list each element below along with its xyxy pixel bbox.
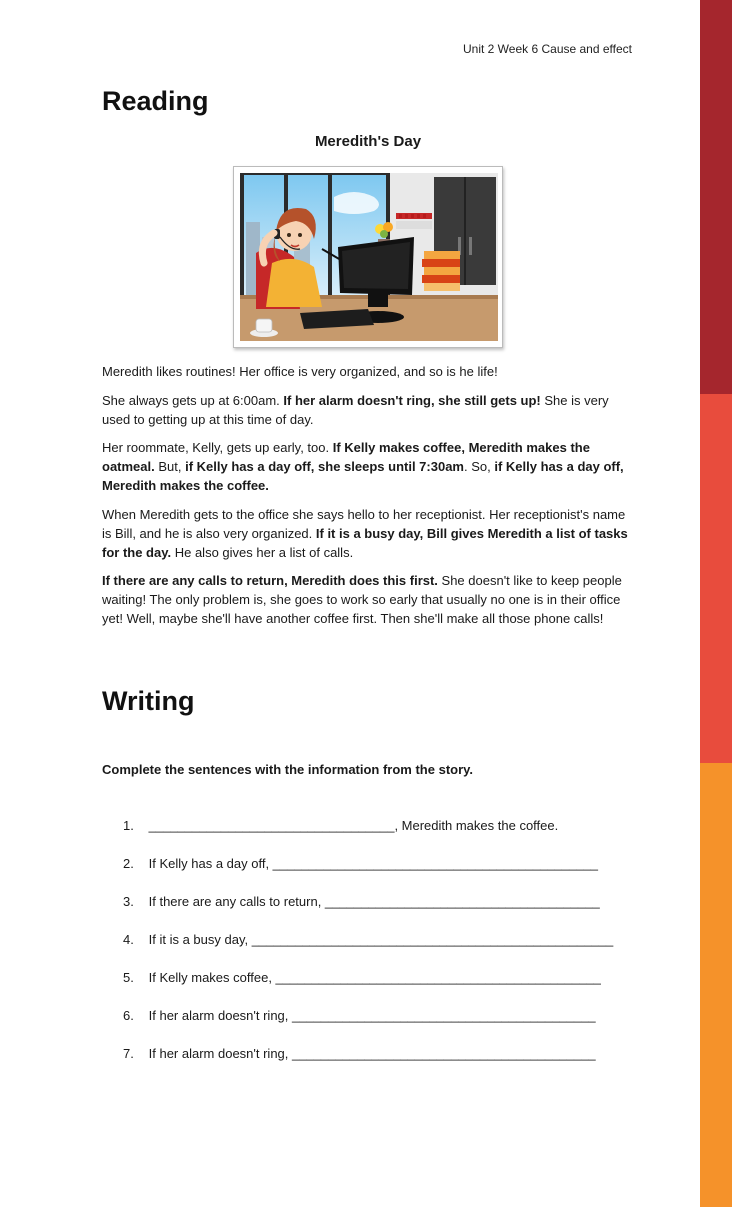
- item-number: 7.: [123, 1046, 134, 1061]
- exercise-item: [123, 1008, 596, 1023]
- item-number: 3.: [123, 894, 134, 909]
- exercise-item: [123, 856, 598, 871]
- item-number: 4.: [123, 932, 134, 947]
- decorative-side-bar: [700, 0, 732, 1207]
- side-bar-dark-red: [700, 0, 732, 394]
- story-paragraph-2: [102, 391, 637, 429]
- text-run: . So,: [464, 459, 495, 474]
- text-run: Her roommate, Kelly, gets up early, too.: [102, 440, 333, 455]
- fill-in-sentence[interactable]: If it is a busy day, __________________________________________________: [148, 932, 614, 947]
- text-run: She is very used to getting up at this time of day.: [102, 393, 609, 427]
- exercise-item: [123, 1046, 596, 1061]
- bold-text-run: If Kelly makes coffee, Meredith makes the oatmeal.: [102, 440, 590, 474]
- fill-in-sentence[interactable]: If Kelly has a day off, _____________________________________________: [148, 856, 599, 871]
- office-illustration: [233, 166, 503, 348]
- bold-text-run: If it is a busy day, Bill gives Meredith a list of tasks for the day.: [102, 526, 628, 560]
- text-run: When Meredith gets to the office she says hello to her receptionist. Her receptionist's name is Bill, and he is also very organized.: [102, 507, 626, 541]
- writing-instruction: Complete the sentences with the information from the story.: [102, 762, 474, 777]
- fill-in-sentence[interactable]: __________________________________, Meredith makes the coffee.: [148, 818, 559, 833]
- story-paragraph-3: [102, 438, 637, 495]
- text-run: He also gives her a list of calls.: [171, 545, 354, 560]
- fill-in-sentence[interactable]: If there are any calls to return, ______________________________________: [148, 894, 600, 909]
- bold-text-run: If there are any calls to return, Meredith does this first.: [102, 573, 438, 588]
- woman-at-desk-image: [234, 167, 502, 347]
- item-number: 6.: [123, 1008, 134, 1023]
- exercise-item: [123, 818, 558, 833]
- text-run: Meredith likes routines! Her office is very organized, and so is he life!: [102, 364, 498, 379]
- exercise-item: [123, 932, 613, 947]
- item-number: 2.: [123, 856, 134, 871]
- item-number: 1.: [123, 818, 134, 833]
- story-paragraph-4: [102, 505, 637, 562]
- story-title: Meredith's Day: [314, 133, 422, 150]
- text-run: But,: [154, 459, 186, 474]
- item-number: 5.: [123, 970, 134, 985]
- reading-heading: Reading: [102, 86, 209, 116]
- side-bar-red: [700, 394, 732, 763]
- text-run: She doesn't like to keep people waiting! The only problem is, she goes to work so early that usually no one is in their office yet! Well, maybe she'll have another coffee first. Then she'll make all those phone calls!: [102, 573, 622, 626]
- exercise-item: [123, 894, 600, 909]
- fill-in-sentence[interactable]: If Kelly makes coffee, _____________________________________________: [148, 970, 601, 985]
- exercise-item: [123, 970, 601, 985]
- text-run: She always gets up at 6:00am.: [102, 393, 284, 408]
- fill-in-sentence[interactable]: If her alarm doesn't ring, __________________________________________: [148, 1008, 596, 1023]
- bold-text-run: if Kelly has a day off, she sleeps until 7:30am: [185, 459, 464, 474]
- story-paragraph-1: [102, 362, 637, 381]
- side-bar-orange: [700, 763, 732, 1207]
- writing-heading: Writing: [102, 686, 195, 716]
- bold-text-run: If her alarm doesn't ring, she still gets up!: [283, 393, 541, 408]
- story-paragraph-5: [102, 571, 637, 628]
- fill-in-sentence[interactable]: If her alarm doesn't ring, __________________________________________: [148, 1046, 596, 1061]
- bold-text-run: if Kelly has a day off, Meredith makes the coffee.: [102, 459, 624, 493]
- page-header: Unit 2 Week 6 Cause and effect: [463, 42, 632, 56]
